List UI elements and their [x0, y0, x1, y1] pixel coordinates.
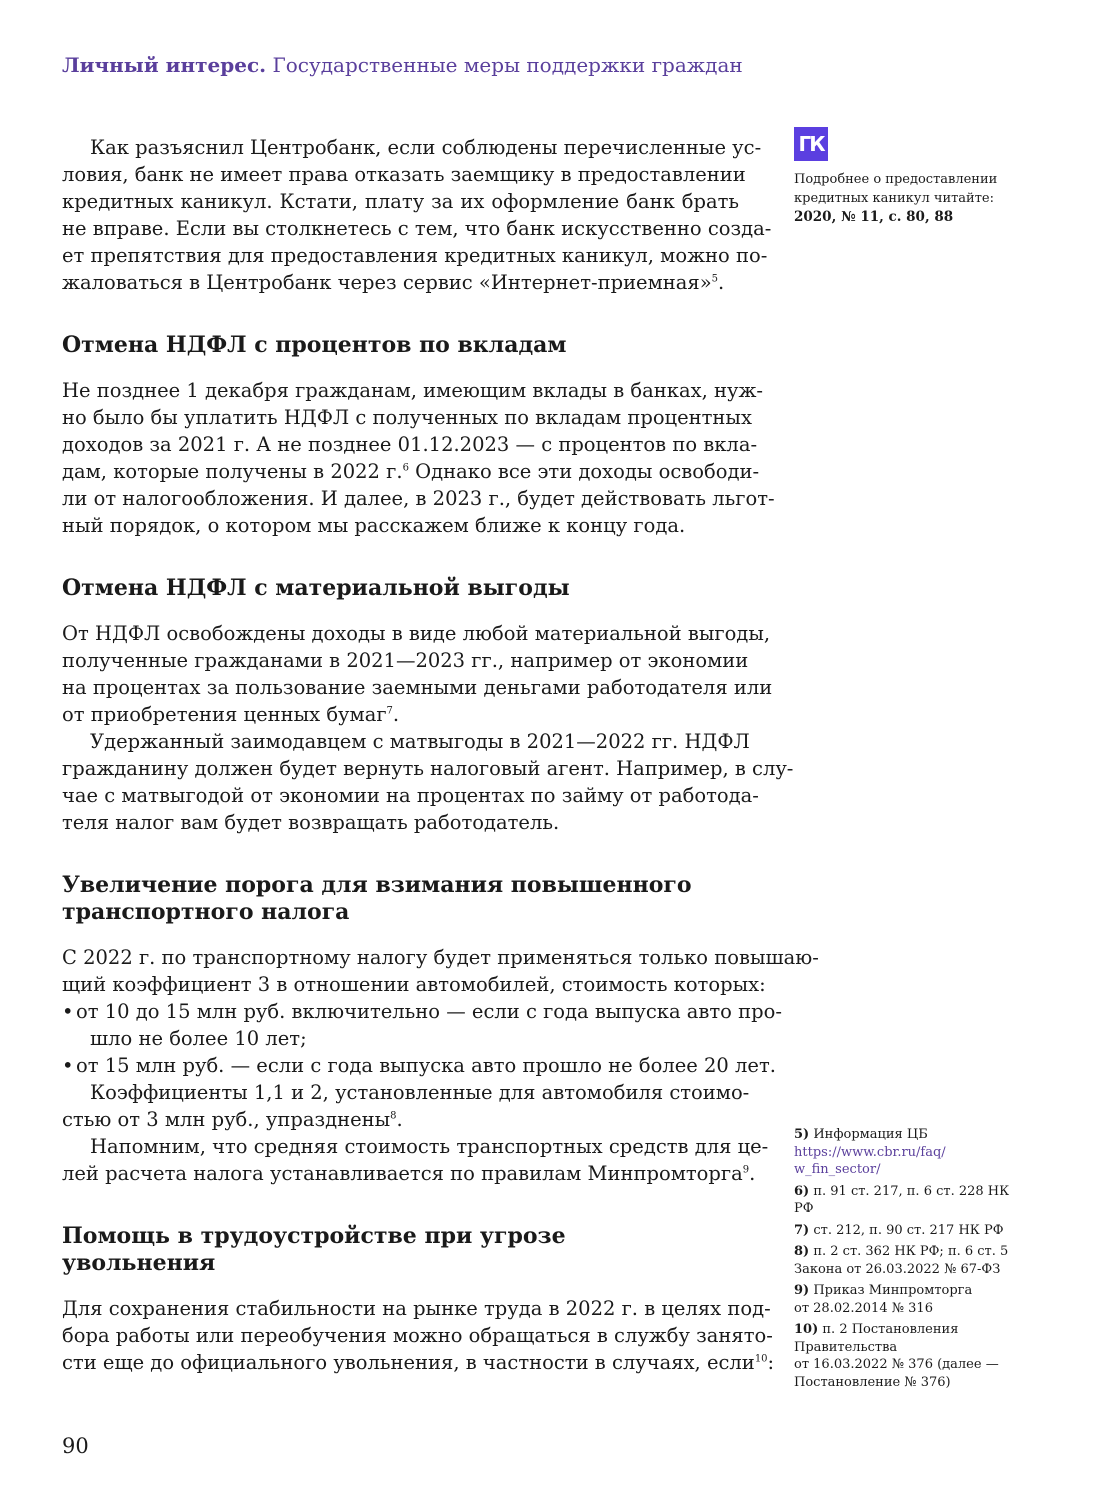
- line-text: жаловаться в Центробанк через сервис «Интернет-приемная»: [62, 271, 712, 294]
- footnote-number: 10): [794, 1322, 819, 1337]
- text-line: [62, 188, 739, 215]
- line-text: от приобретения ценных бумаг: [62, 703, 387, 726]
- line-text: Удержанный заимодавцем с матвыгоды в 2021—2022 гг. НДФЛ: [90, 730, 750, 753]
- bullet-item: [62, 998, 782, 1052]
- text-line: [62, 971, 766, 998]
- text-line: [62, 1322, 773, 1349]
- section-heading: [62, 1223, 739, 1277]
- footnote-item: [794, 1183, 1024, 1218]
- line-text: С 2022 г. по транспортному налогу будет применяться только повышаю-: [62, 946, 819, 969]
- footnote-text: Приказ Минпромторга: [813, 1283, 973, 1298]
- sidebar-note-reference: 2020, № 11, с. 80, 88: [794, 209, 954, 225]
- section-heading: [62, 332, 739, 359]
- line-text: шло не более 10 лет;: [90, 1027, 307, 1050]
- text-line: [62, 620, 771, 647]
- footnote-ref[interactable]: 8: [390, 1110, 397, 1122]
- sidebar-note-line: Подробнее о предоставлении: [794, 172, 998, 187]
- paragraph: [62, 1295, 775, 1376]
- line-text: ловия, банк не имеет права отказать заемщику в предоставлении: [62, 163, 746, 186]
- line-text: дам, которые получены в 2022 г.: [62, 460, 403, 483]
- line-text: гражданину должен будет вернуть налоговый агент. Например, в слу-: [62, 757, 794, 780]
- line-text: полученные гражданами в 2021—2023 гг., например от экономии: [62, 649, 749, 672]
- paragraph: [62, 1133, 769, 1187]
- text-line: [62, 647, 749, 674]
- footnote-number: 7): [794, 1222, 810, 1238]
- line-text: доходов за 2021 г. А не позднее 01.12.2023 — с процентов по вкла-: [62, 433, 758, 456]
- bullet-icon: •: [62, 1054, 74, 1077]
- text-line: [62, 1079, 750, 1106]
- header-title: Государственные меры поддержки граждан: [272, 53, 743, 77]
- footnote-ref[interactable]: 7: [386, 705, 393, 717]
- footnotes: [794, 1126, 1024, 1395]
- line-text: но было бы уплатить НДФЛ с полученных по вкладам процентных: [62, 406, 752, 429]
- bullet-icon: •: [62, 1000, 74, 1023]
- line-text: теля налог вам будет возвращать работодатель.: [62, 811, 560, 834]
- footnote-line: [794, 1282, 1024, 1300]
- line-tail: .: [718, 271, 725, 294]
- footnote-line: [794, 1222, 1024, 1240]
- sidebar-note: [794, 127, 1024, 227]
- line-text: Коэффициенты 1,1 и 2, установленные для автомобиля стоимо-: [90, 1081, 750, 1104]
- footnote-line: [794, 1356, 1024, 1374]
- footnote-line: [794, 1339, 1024, 1357]
- text-line: [62, 674, 773, 701]
- footnote-number: 5): [794, 1127, 810, 1142]
- footnote-item: [794, 1222, 1024, 1240]
- heading-line: увольнения: [62, 1250, 216, 1276]
- line-text: Для сохранения стабильности на рынке труда в 2022 г. в целях под-: [62, 1297, 771, 1320]
- footnote-text: от 28.02.2014 № 316: [794, 1300, 933, 1316]
- footnote-ref[interactable]: 10: [754, 1353, 768, 1365]
- footnote-text: Постановление № 376): [794, 1374, 951, 1390]
- text-line: [62, 458, 760, 485]
- footnote-link[interactable]: w_fin_sector/: [794, 1162, 881, 1177]
- footnote-item: [794, 1126, 1024, 1179]
- footnote-text: п. 2 ст. 362 НК РФ; п. 6 ст. 5: [813, 1244, 1009, 1259]
- footnote-line: [794, 1126, 1024, 1144]
- text-line: [62, 944, 819, 971]
- line-tail: .: [396, 1108, 403, 1131]
- paragraph: [62, 620, 773, 728]
- text-line: [62, 215, 772, 242]
- paragraph: [62, 944, 819, 998]
- footnote-ref[interactable]: 5: [711, 273, 718, 285]
- footnote-text: п. 2 Постановления: [822, 1322, 959, 1337]
- footnote-item: [794, 1321, 1024, 1391]
- text-line: [62, 701, 739, 728]
- footnote-text: Информация ЦБ: [813, 1127, 928, 1142]
- footnote-ref[interactable]: 6: [402, 462, 409, 474]
- footnote-line: [794, 1300, 1024, 1318]
- text-line: [62, 377, 763, 404]
- text-line: [62, 755, 794, 782]
- footnote-text: Правительства: [794, 1339, 898, 1355]
- heading-line: Отмена НДФЛ с материальной выгоды: [62, 575, 570, 601]
- line-text: ли от налогообложения. И далее, в 2023 г., будет действовать льгот-: [62, 487, 775, 510]
- text-line: [62, 431, 758, 458]
- section-heading: [62, 575, 739, 602]
- heading-line: транспортного налога: [62, 899, 350, 925]
- footnote-line: [794, 1321, 1024, 1339]
- page-number: 90: [62, 1434, 89, 1458]
- footnote-line: [794, 1374, 1024, 1392]
- paragraph: [62, 134, 772, 296]
- footnote-text: от 16.03.2022 № 376 (далее —: [794, 1357, 999, 1372]
- line-text: щий коэффициент 3 в отношении автомобилей, стоимость которых:: [62, 973, 766, 996]
- line-text: От НДФЛ освобождены доходы в виде любой материальной выгоды,: [62, 622, 771, 645]
- bullet-item: [62, 1052, 776, 1079]
- text-line: [62, 404, 752, 431]
- heading-line: Отмена НДФЛ с процентов по вкладам: [62, 332, 567, 358]
- text-line: [62, 512, 739, 539]
- text-line: [62, 485, 775, 512]
- text-line: [62, 1295, 771, 1322]
- line-text: от 10 до 15 млн руб. включительно — если с года выпуска авто про-: [76, 1000, 782, 1023]
- text-line: [62, 1349, 775, 1376]
- line-text: Не позднее 1 декабря гражданам, имеющим вклады в банках, нуж-: [62, 379, 763, 402]
- line-text: бора работы или переобучения можно обращаться в службу занято-: [62, 1324, 773, 1347]
- footnote-text: п. 91 ст. 217, п. 6 ст. 228 НК РФ: [794, 1183, 1010, 1216]
- line-tail: .: [392, 703, 400, 726]
- text-line: [62, 134, 762, 161]
- text-line: [62, 728, 750, 755]
- line-tail: Однако все эти доходы освободи-: [408, 460, 760, 483]
- text-line: [62, 269, 739, 296]
- line-text: сти еще до официального увольнения, в частности в случаях, если: [62, 1351, 755, 1374]
- paragraph: [62, 377, 775, 539]
- footnote-number: 9): [794, 1283, 810, 1298]
- text-line: [62, 242, 768, 269]
- heading-line: Помощь в трудоустройстве при угрозе: [62, 1223, 566, 1249]
- line-text: кредитных каникул. Кстати, плату за их оформление банк брать: [62, 190, 739, 213]
- line-text: от 15 млн руб. — если с года выпуска авто прошло не более 20 лет.: [76, 1054, 776, 1077]
- section-heading: [62, 872, 739, 926]
- text-line: [62, 1160, 756, 1187]
- footnote-text: ст. 212, п. 90 ст. 217 НК РФ: [813, 1222, 1004, 1238]
- footnote-number: 6): [794, 1183, 810, 1199]
- text-line: [62, 809, 739, 836]
- text-line: [62, 1052, 776, 1079]
- footnote-link[interactable]: https://www.cbr.ru/faq/: [794, 1144, 946, 1160]
- line-text: Как разъяснил Центробанк, если соблюдены перечисленные ус-: [90, 136, 762, 159]
- line-tail: .: [749, 1162, 756, 1185]
- line-text: ет препятствия для предоставления кредитных каникул, можно по-: [62, 244, 768, 267]
- paragraph: [62, 728, 794, 836]
- line-text: стью от 3 млн руб., упразднены: [62, 1108, 391, 1131]
- footnote-line: [794, 1243, 1024, 1261]
- running-header: [62, 53, 743, 77]
- footnote-item: [794, 1282, 1024, 1317]
- line-text: на процентах за пользование заемными деньгами работодателя или: [62, 676, 773, 699]
- paragraph: [62, 1079, 750, 1133]
- text-line: [62, 1133, 769, 1160]
- sidebar-note-line: кредитных каникул читайте:: [794, 191, 994, 206]
- footnote-number: 8): [794, 1244, 810, 1259]
- heading-line: Увеличение порога для взимания повышенного: [62, 872, 692, 898]
- text-line: [62, 161, 746, 188]
- line-text: чае с матвыгодой от экономии на процентах по займу от работода-: [62, 784, 759, 807]
- text-line: [62, 1106, 739, 1133]
- text-line: [62, 998, 782, 1025]
- footnote-line: [794, 1261, 1024, 1279]
- line-text: ный порядок, о котором мы расскажем ближе к концу года.: [62, 514, 686, 537]
- text-line: [62, 782, 759, 809]
- footnote-line: [794, 1183, 1024, 1218]
- footnote-item: [794, 1243, 1024, 1278]
- line-tail: :: [767, 1351, 775, 1374]
- line-text: лей расчета налога устанавливается по правилам Минпромторга: [62, 1162, 743, 1185]
- text-line: [62, 1025, 739, 1052]
- footnote-ref[interactable]: 9: [742, 1164, 750, 1176]
- header-section: Личный интерес.: [62, 53, 267, 77]
- magazine-logo-icon: ГК: [794, 127, 828, 161]
- line-text: Напомним, что средняя стоимость транспортных средств для це-: [90, 1135, 769, 1158]
- line-text: не вправе. Если вы столкнетесь с тем, что банк искусственно созда-: [62, 217, 772, 240]
- footnote-text: Закона от 26.03.2022 № 67-ФЗ: [794, 1261, 1001, 1277]
